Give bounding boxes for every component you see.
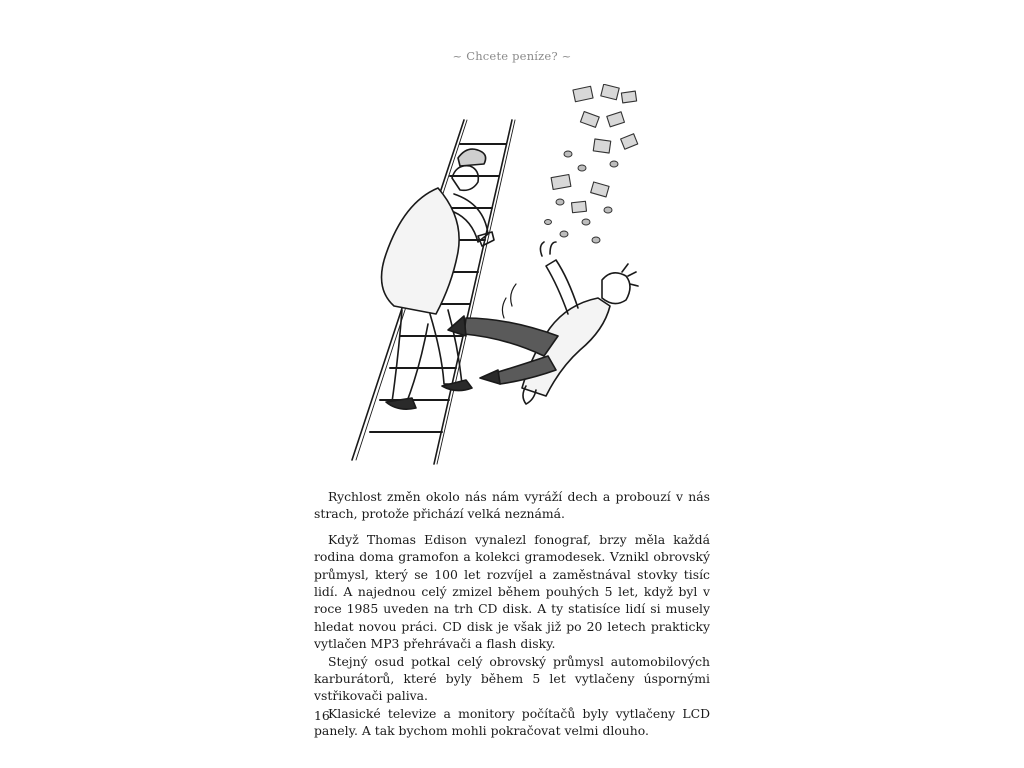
cartoon-ladder-falling-man-money-icon <box>346 84 670 468</box>
paragraph: Stejný osud potkal celý obrovský průmysl automobilových karburátorů, které byly během 5 let vytlačeny úspornými vstřikovači paliva. <box>314 653 710 704</box>
paragraph: Rychlost změn okolo nás nám vyráží dech a probouzí v nás strach, protože přichází velká neznámá. <box>314 489 710 522</box>
body-text <box>314 488 710 740</box>
running-header: ~ Chcete peníze? ~ <box>452 49 572 63</box>
paragraph: Klasické televize a monitory počítačů byly vytlačeny LCD panely. A tak bychom mohli pokračovat velmi dlouho. <box>314 705 710 739</box>
page-number: 16 <box>314 708 330 723</box>
paragraph: Když Thomas Edison vynalezl fonograf, brzy měla každá rodina doma gramofon a kolekci gramodesek. Vznikl obrovský průmysl, který se 100 let rozvíjel a zaměstnával stovky tisíc lidí. A najednou celý zmizel během pouhých 5 let, když byl v roce 1985 uveden na trh CD disk. A ty statisíce lidí si musely hledat novou práci. CD disk je však již po 20 letech prakticky vytlačen MP3 přehrávači a flash disky. <box>314 531 710 652</box>
